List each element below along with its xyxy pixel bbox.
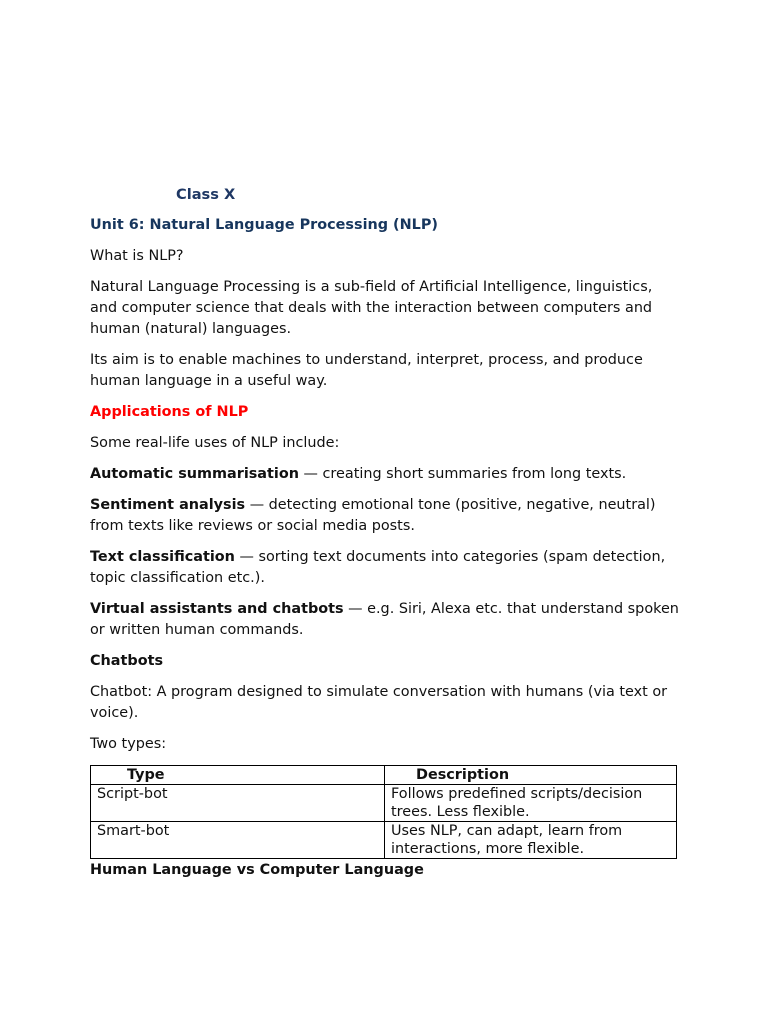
class-title: Class X (176, 186, 236, 203)
application-desc: — e.g. Siri, Alexa etc. that understand spoken or written human commands. (90, 601, 679, 638)
application-item (90, 599, 680, 641)
applications-intro: Some real-life uses of NLP include: (90, 435, 340, 451)
table-header-row (91, 766, 677, 785)
unit-title: Unit 6: Natural Language Processing (NLP) (90, 217, 438, 233)
table-cell-type: Script-bot (91, 785, 385, 822)
application-term: Sentiment analysis (90, 497, 246, 513)
table-cell-description: Uses NLP, can adapt, learn from interactions, more flexible. (385, 822, 677, 859)
application-term: Virtual assistants and chatbots (90, 601, 344, 617)
table-header-type: Type (91, 766, 385, 785)
table-cell-description: Follows predefined scripts/decision trees. Less flexible. (385, 785, 677, 822)
human-vs-computer-heading: Human Language vs Computer Language (90, 862, 424, 878)
nlp-definition: Natural Language Processing is a sub-field of Artificial Intelligence, linguistics, and computer science that deals with the interaction between computers and human (natural) languages. (90, 279, 653, 337)
table-header-description: Description (385, 766, 677, 785)
what-is-nlp-heading: What is NLP? (90, 248, 184, 264)
application-desc: — sorting text documents into categories (spam detection, topic classification etc.). (90, 549, 666, 586)
application-item (90, 495, 680, 537)
table-cell-type: Smart-bot (91, 822, 385, 859)
chatbot-types-table (90, 765, 677, 859)
application-term: Text classification (90, 549, 235, 565)
table-row (91, 785, 677, 822)
chatbots-heading: Chatbots (90, 653, 164, 669)
application-term: Automatic summarisation (90, 466, 299, 482)
application-desc: — creating short summaries from long texts. (298, 466, 627, 482)
application-item (90, 464, 680, 485)
table-row (91, 822, 677, 859)
applications-heading: Applications of NLP (90, 404, 249, 420)
application-item (90, 547, 680, 589)
application-desc: — detecting emotional tone (positive, negative, neutral) from texts like reviews or social media posts. (90, 497, 656, 534)
document-page (90, 184, 680, 881)
nlp-aim: Its aim is to enable machines to understand, interpret, process, and produce human language in a useful way. (90, 352, 643, 389)
two-types-label: Two types: (90, 736, 167, 752)
chatbot-definition: Chatbot: A program designed to simulate conversation with humans (via text or voice). (90, 684, 668, 721)
